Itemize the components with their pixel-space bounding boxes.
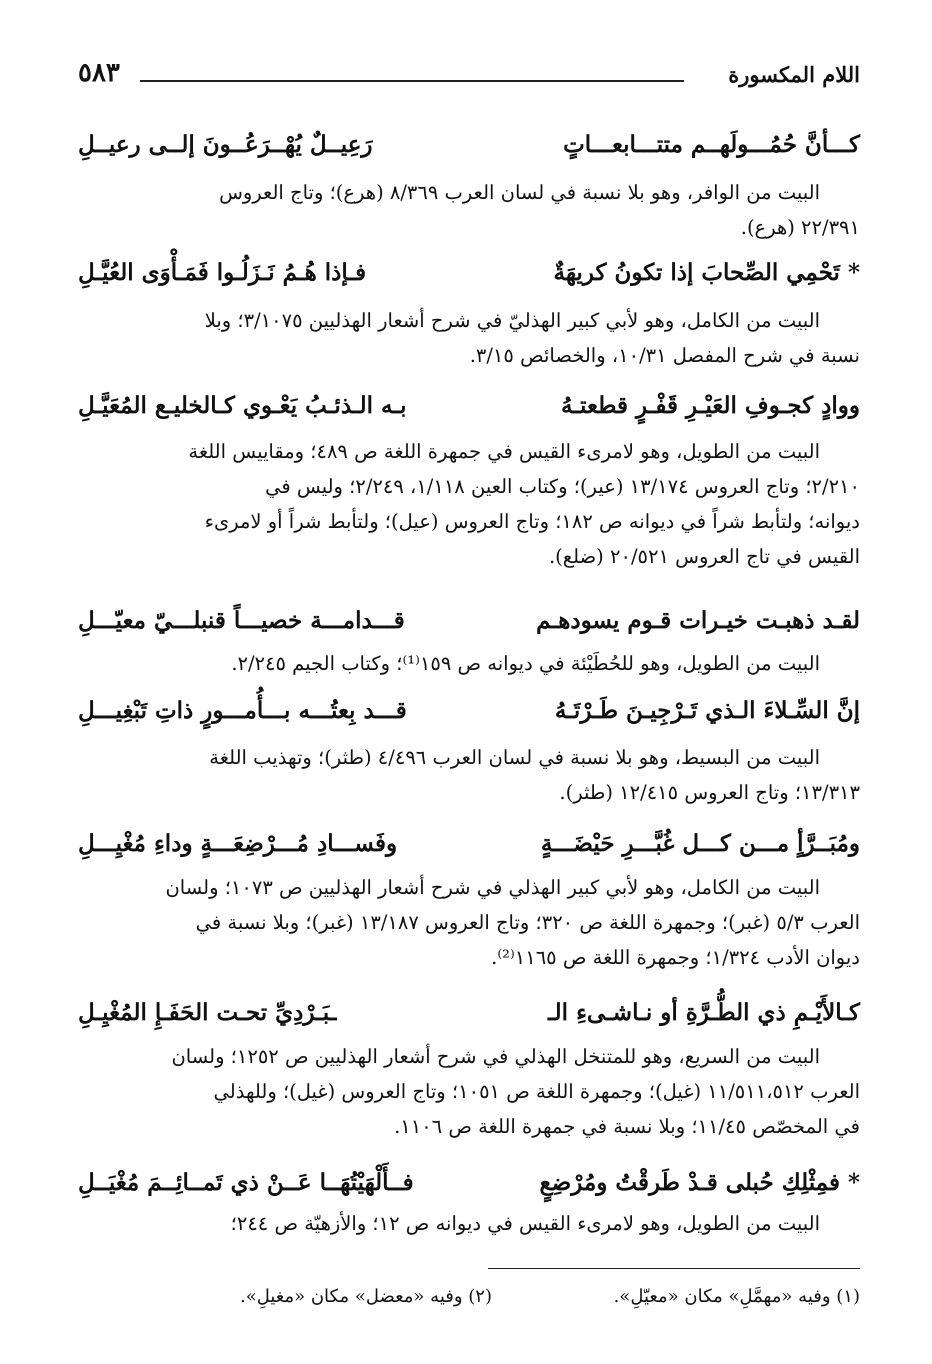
commentary-line: البيت من الطويل، وهو لامرىء القيس في جمهرة اللغة ص ٤٨٩؛ ومقاييس اللغة	[188, 440, 820, 463]
hemistich-second: فـإذا هُـمُ نَـزَلُـوا فَمَـأْوَى العُيَّـلِ	[78, 258, 367, 286]
running-header-title: اللام المكسورة	[728, 62, 860, 87]
footnote-2: (٢) وفيه «معضل» مكان «مغيلِ».	[239, 1286, 492, 1307]
verse-line	[78, 690, 860, 730]
verse-line	[78, 385, 860, 425]
commentary-paragraph	[78, 1206, 860, 1241]
verse-line	[78, 823, 860, 863]
hemistich-first: إنَّ السِّـلاءَ الـذي تَـرْجِيـنَ طَـرْتَـهُ	[554, 696, 860, 724]
commentary-line: ديوان الأدب ١/٣٢٤؛ وجمهرة اللغة ص ١١٦٥⁽²⁾.	[491, 946, 860, 969]
commentary-line: ٢/٢١٠؛ وتاج العروس ١٣/١٧٤ (عير)؛ وكتاب العين ١/١١٨، ٢/٢٤٩؛ وليس في	[265, 475, 860, 498]
commentary-paragraph	[78, 870, 860, 975]
page-number: ٥٨٣	[78, 58, 120, 88]
commentary-line: ١٣/٣١٣؛ وتاج العروس ١٢/٤١٥ (طثر).	[559, 781, 860, 804]
verse-line	[78, 124, 860, 164]
header-rule	[140, 80, 684, 82]
hemistich-second: قـــد بِعتُـــه بـــأُمـــورٍ ذاتِ تَبْغِيـــلِ	[78, 696, 407, 724]
commentary-line: العرب ١١/٥١١،٥١٢ (غيل)؛ وجمهرة اللغة ص ١٠٥١؛ وتاج العروس (غيل)؛ وللهذلي	[213, 1080, 860, 1103]
commentary-paragraph	[78, 740, 860, 810]
hemistich-first: كـــأنَّ حُمُـــولَهــم متتـــابعـــاتٍ	[563, 130, 860, 158]
hemistich-first: ووادٍ كجـوفِ العَيْـرِ قَفْـرٍ قطعتـهُ	[560, 391, 860, 419]
commentary-line: البيت من البسيط، وهو بلا نسبة في لسان العرب ٤/٤٩٦ (طثر)؛ وتهذيب اللغة	[209, 746, 820, 769]
commentary-line: العرب ٥/٣ (غبر)؛ وجمهرة اللغة ص ٣٢٠؛ وتاج العروس ١٣/١٨٧ (غبر)؛ وبلا نسبة في	[195, 911, 860, 934]
hemistich-second: بـه الـذئـبُ يَعْـوي كـالخليـع المُعَيَّـلِ	[78, 391, 407, 419]
commentary-line: ٢٢/٣٩١ (هرع).	[740, 216, 860, 239]
hemistich-second: فــأَلْهَيْتُهَــا عَــنْ ذي تَمــائِــمَ مُغْيَــلِ	[78, 1168, 414, 1196]
verse-line	[78, 992, 860, 1032]
commentary-line: نسبة في شرح المفصل ١٠/٣١، والخصائص ٣/١٥.	[469, 344, 860, 367]
commentary-line: البيت من الطويل، وهو للحُطَيْئة في ديوانه ص ١٥٩⁽¹⁾؛ وكتاب الجيم ٢/٢٤٥.	[231, 652, 820, 675]
commentary-line: البيت من الطويل، وهو لامرىء القيس في ديوانه ص ١٢؛ والأزهيّة ص ٢٤٤؛	[230, 1212, 820, 1235]
commentary-line: في المخصّص ١١/٤٥؛ وبلا نسبة في جمهرة اللغة ص ١١٠٦.	[394, 1115, 860, 1138]
commentary-line: البيت من السريع، وهو للمتنخل الهذلي في شرح أشعار الهذليين ص ١٢٥٢؛ ولسان	[171, 1045, 820, 1068]
footnote-1: (١) وفيه «مهمَّلِ» مكان «معيّلِ».	[613, 1286, 860, 1307]
commentary-line: البيت من الكامل، وهو لأبي كبير الهذليّ في شرح أشعار الهذليين ٣/١٠٧٥؛ وبلا	[204, 309, 820, 332]
verse-line	[78, 1162, 860, 1202]
hemistich-first: * تَحْمِي الصِّحابَ إذا تكونُ كريهَةٌ	[553, 258, 860, 286]
hemistich-first: ومُبَــرَّأٍ مـــن كـــل غُبَّـــرِ حَيْضَـــةٍ	[540, 829, 860, 857]
hemistich-second: وفَســـادِ مُـــرْضِعَـــةٍ وداءِ مُغْيِـــلِ	[78, 829, 398, 857]
hemistich-second: قـــدامـــة خصيـــاً قنبلـــيّ معيّـــلِ	[78, 606, 405, 634]
hemistich-first: * فمِثْلِكِ حُبلى قـدْ طَرقْتُ ومُرْضِعٍ	[539, 1168, 860, 1196]
commentary-paragraph	[78, 175, 860, 245]
hemistich-first: كـالأَيْـمِ ذي الطُّـرَّةِ أو نـاشـىءِ الـ	[547, 998, 860, 1026]
commentary-paragraph	[78, 646, 860, 681]
commentary-line: البيت من الوافر، وهو بلا نسبة في لسان العرب ٨/٣٦٩ (هرع)؛ وتاج العروس	[219, 181, 820, 204]
commentary-paragraph	[78, 303, 860, 373]
footnote-rule	[488, 1268, 860, 1269]
commentary-paragraph	[78, 1039, 860, 1144]
hemistich-second: رَعِيــلٌ يُهْــرَعُــونَ إلــى رعيــلِ	[78, 130, 373, 158]
hemistich-first: لقـد ذهبـت خيـرات قـوم يسودهـم	[536, 606, 860, 634]
commentary-line: البيت من الكامل، وهو لأبي كبير الهذلي في شرح أشعار الهذليين ص ١٠٧٣؛ ولسان	[165, 876, 820, 899]
verse-line	[78, 252, 860, 292]
commentary-line: ديوانه؛ ولتأبط شراً في ديوانه ص ١٨٢؛ وتاج العروس (عيل)؛ ولتأبط شراً أو لامرىء	[204, 510, 860, 533]
commentary-line: القيس في تاج العروس ٢٠/٥٢١ (ضلع).	[548, 545, 860, 568]
commentary-paragraph	[78, 434, 860, 574]
verse-line	[78, 600, 860, 640]
hemistich-second: ـبَـرْدِيِّ تحـت الحَفَـإِ المُغْيِـلِ	[78, 998, 337, 1026]
